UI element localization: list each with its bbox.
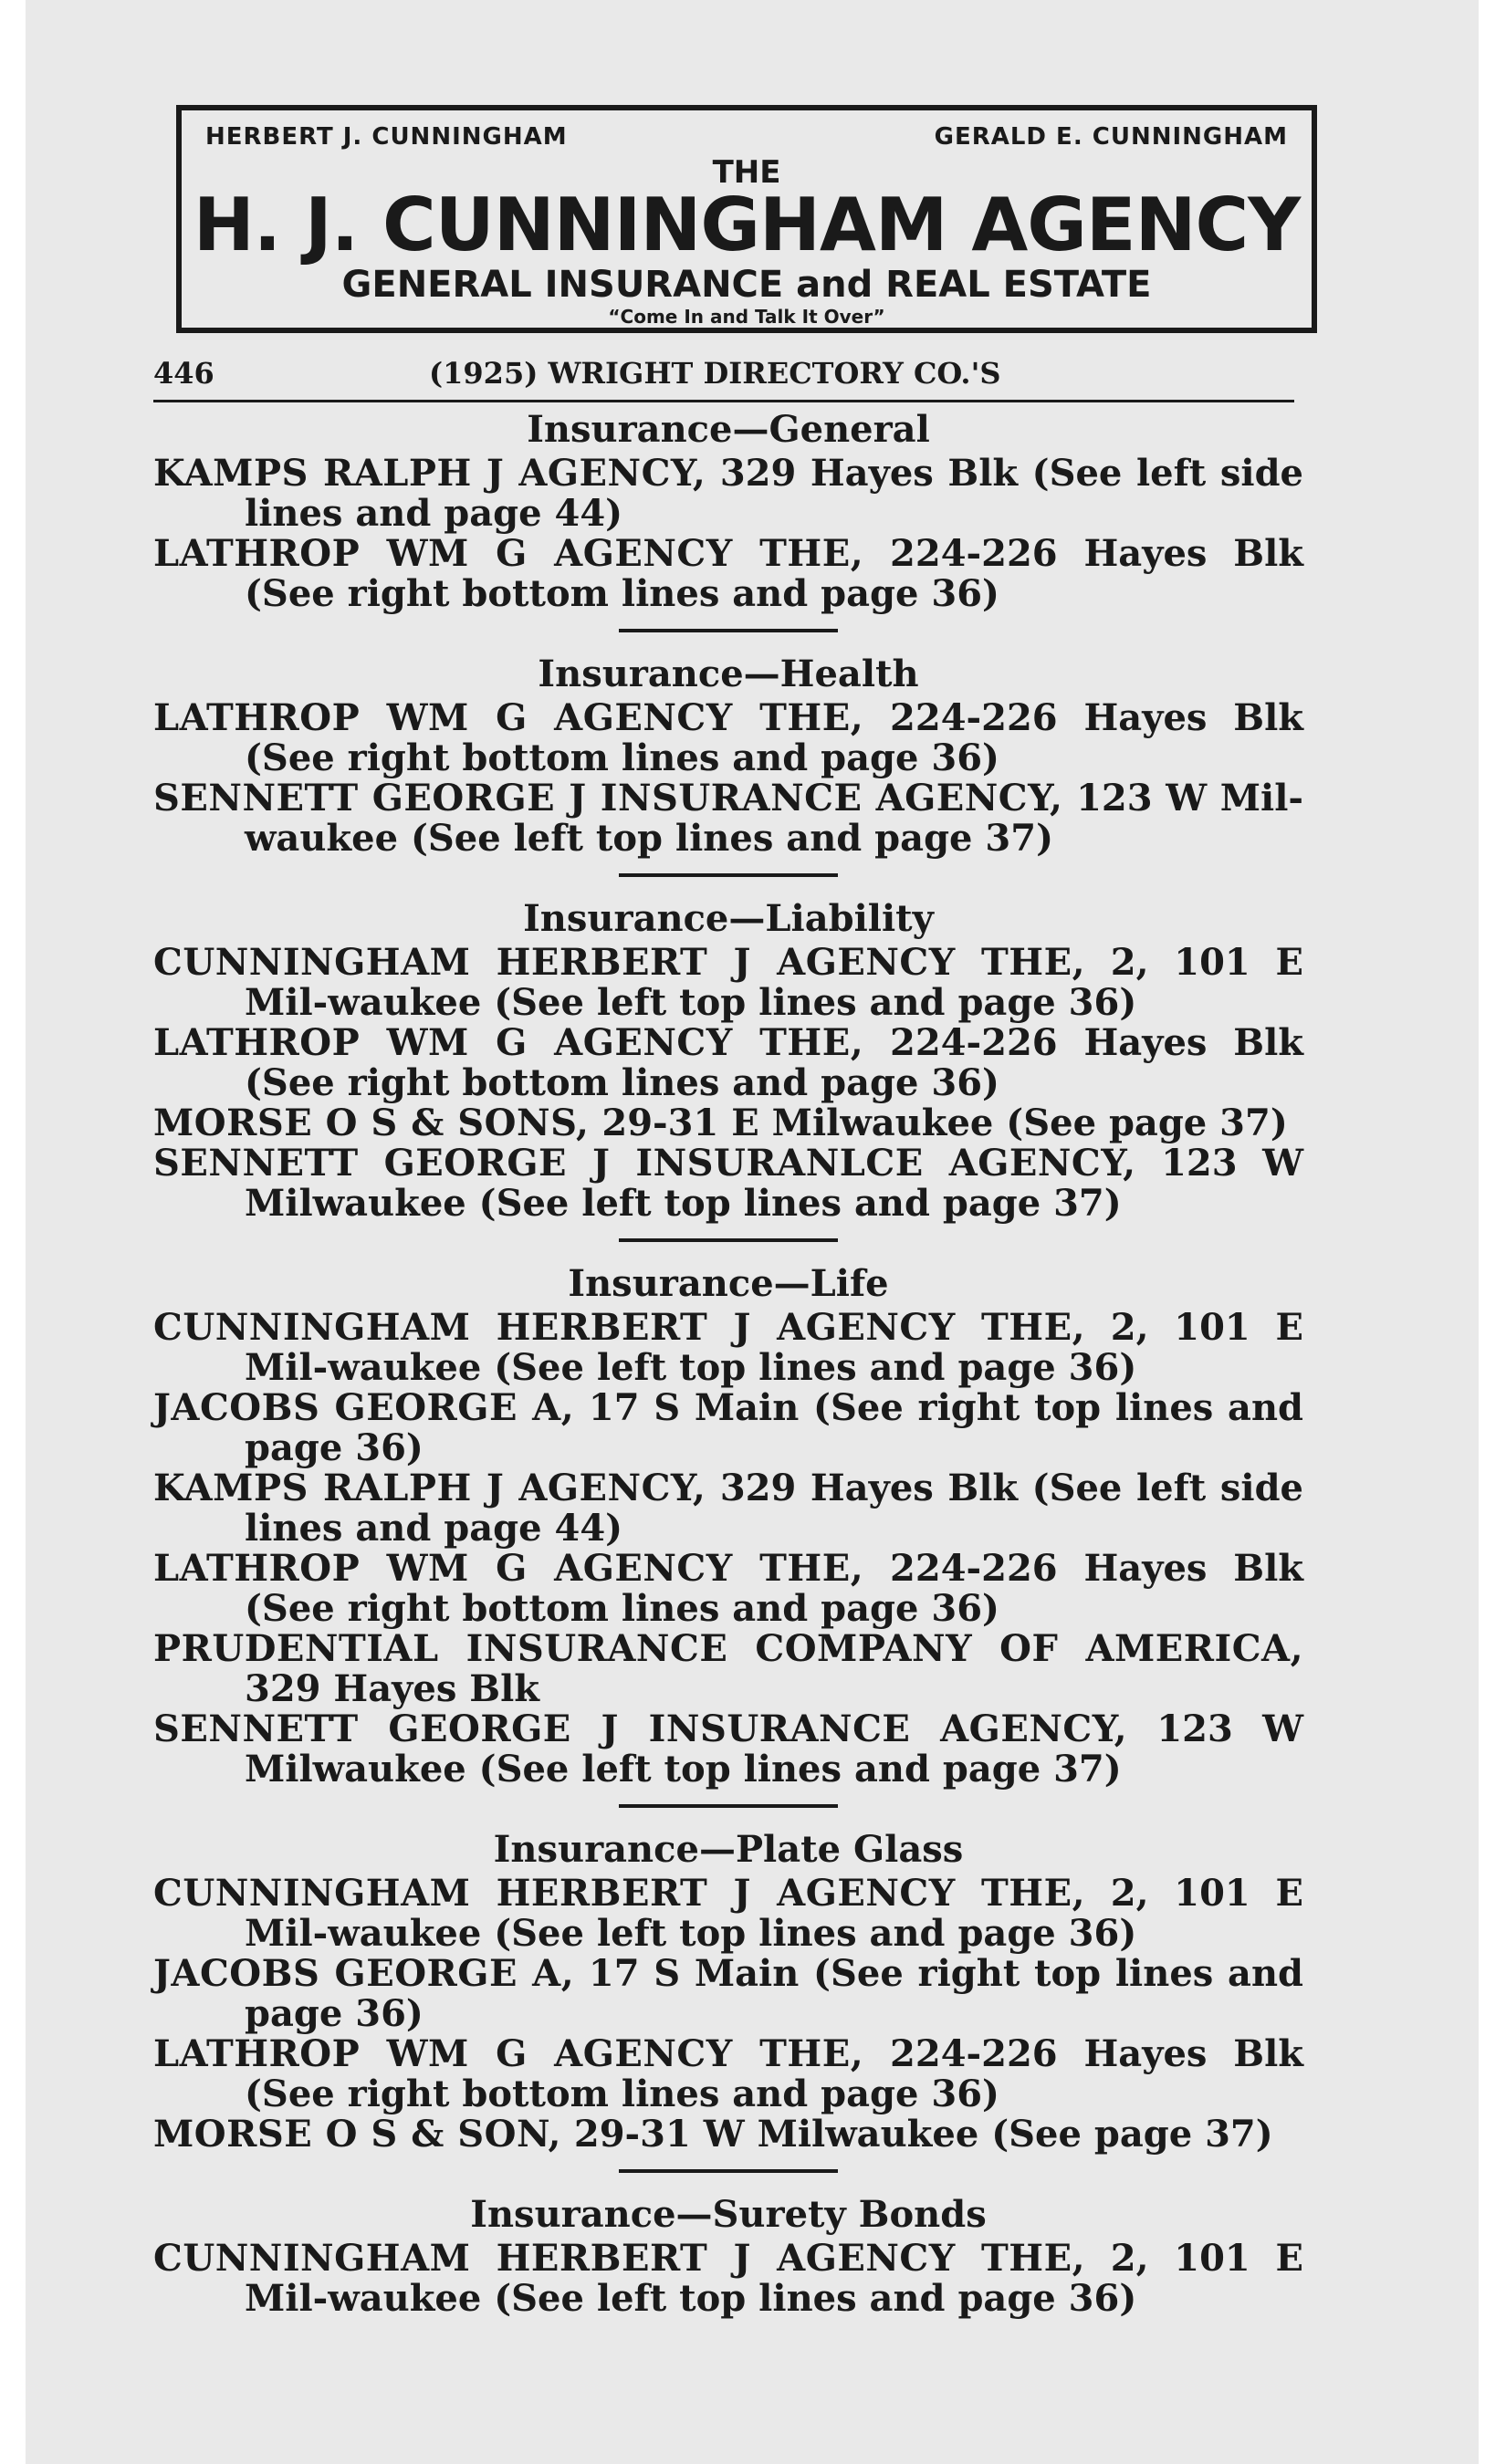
section-heading: Insurance—General [527, 408, 930, 451]
ad-motto: “Come In and Talk It Over” [608, 306, 885, 328]
directory-entry [153, 943, 1303, 1023]
entry-address: 29-31 W Milwaukee (See page 37) [560, 2113, 1273, 2156]
directory-entry [153, 698, 1303, 778]
section-heading: Insurance—Plate Glass [493, 1828, 964, 1871]
directory-entry [153, 778, 1303, 859]
entry-address: 2, 101 E Mil-waukee (See left top lines and page 36) [245, 2237, 1303, 2320]
section-heading: Insurance—Health [538, 653, 919, 695]
running-head [153, 354, 1294, 402]
section-divider [619, 1804, 838, 1808]
entry-name: LATHROP WM G AGENCY THE, [153, 2032, 864, 2075]
entry-name: CUNNINGHAM HERBERT J AGENCY THE, [153, 1872, 1086, 1915]
entry-address: 224-226 Hayes Blk (See right bottom lines and page 36) [245, 532, 1304, 615]
page-number: 446 [153, 356, 214, 391]
running-title: (1925) WRIGHT DIRECTORY CO.'S [429, 356, 1001, 391]
entry-name: MORSE O S & SONS, [153, 1101, 590, 1144]
entry-name: KAMPS RALPH J AGENCY, [153, 452, 706, 495]
directory-entry [153, 1468, 1303, 1549]
entry-address: 2, 101 E Mil-waukee (See left top lines and page 36) [245, 941, 1303, 1024]
entry-address: 123 W Mil-waukee (See left top lines and page 37) [245, 777, 1303, 860]
directory-entry [153, 534, 1303, 614]
entry-name: JACOBS GEORGE A, [153, 1952, 575, 1995]
section-divider [619, 1238, 838, 1242]
directory-entry [153, 1103, 1303, 1143]
entry-name: LATHROP WM G AGENCY THE, [153, 1021, 864, 1064]
directory-entry [153, 1549, 1303, 1629]
directory-entry [153, 454, 1303, 534]
entry-address: 29-31 E Milwaukee (See page 37) [589, 1101, 1288, 1144]
entry-address: 224-226 Hayes Blk (See right bottom lines and page 36) [245, 1021, 1304, 1104]
entry-name: MORSE O S & SON, [153, 2113, 561, 2156]
entry-address: 2, 101 E Mil-waukee (See left top lines and page 36) [245, 1306, 1303, 1389]
entry-address: 123 W Milwaukee (See left top lines and page 37) [245, 1707, 1303, 1791]
directory-entry [153, 2239, 1303, 2319]
section-divider [619, 873, 838, 877]
directory-section [153, 651, 1303, 859]
entry-address: 329 Hayes Blk (See left side lines and page 44) [245, 452, 1303, 535]
entry-name: CUNNINGHAM HERBERT J AGENCY THE, [153, 941, 1086, 984]
directory-entry [153, 1954, 1303, 2034]
directory-section [153, 895, 1303, 1224]
entry-address: 2, 101 E Mil-waukee (See left top lines and page 36) [245, 1872, 1303, 1955]
section-heading: Insurance—Liability [523, 897, 934, 940]
entry-name: KAMPS RALPH J AGENCY, [153, 1467, 706, 1509]
ad-agency-name: H. J. CUNNINGHAM AGENCY [193, 183, 1301, 267]
entry-address: 224-226 Hayes Blk (See right bottom lines and page 36) [245, 1547, 1304, 1630]
ad-right-name: GERALD E. CUNNINGHAM [934, 123, 1288, 151]
entry-name: CUNNINGHAM HERBERT J AGENCY THE, [153, 1306, 1086, 1349]
directory-listings [153, 406, 1303, 2319]
entry-name: SENNETT GEORGE J INSURANCE AGENCY, [153, 777, 1063, 820]
directory-section [153, 1260, 1303, 1790]
directory-entry [153, 1709, 1303, 1790]
entry-address: 224-226 Hayes Blk (See right bottom lines and page 36) [245, 2032, 1304, 2115]
entry-name: SENNETT GEORGE J INSURANLCE AGENCY, [153, 1142, 1136, 1185]
section-heading: Insurance—Surety Bonds [470, 2193, 987, 2236]
directory-section [153, 1826, 1303, 2155]
entry-name: LATHROP WM G AGENCY THE, [153, 532, 864, 575]
ad-subtitle: GENERAL INSURANCE and REAL ESTATE [341, 264, 1152, 306]
section-heading: Insurance—Life [568, 1262, 889, 1305]
entry-address: 224-226 Hayes Blk (See right bottom lines and page 36) [245, 696, 1304, 779]
entry-name: CUNNINGHAM HERBERT J AGENCY THE, [153, 2237, 1086, 2280]
entry-address: 123 W Milwaukee (See left top lines and page 37) [245, 1142, 1303, 1225]
section-divider [619, 2169, 838, 2173]
entry-name: PRUDENTIAL INSURANCE COMPANY OF AMERICA, [153, 1627, 1303, 1670]
directory-entry [153, 2034, 1303, 2114]
entry-name: SENNETT GEORGE J INSURANCE AGENCY, [153, 1707, 1128, 1750]
directory-entry [153, 1308, 1303, 1388]
entry-name: JACOBS GEORGE A, [153, 1386, 575, 1429]
section-divider [619, 629, 838, 632]
ad-left-name: HERBERT J. CUNNINGHAM [205, 123, 568, 151]
entry-address: 329 Hayes Blk [245, 1667, 539, 1710]
directory-entry [153, 1874, 1303, 1954]
entry-address: 17 S Main (See right top lines and page 36) [245, 1386, 1304, 1469]
entry-name: LATHROP WM G AGENCY THE, [153, 696, 864, 739]
directory-entry [153, 1023, 1303, 1103]
entry-name: LATHROP WM G AGENCY THE, [153, 1547, 864, 1590]
advertisement-box [176, 105, 1317, 333]
directory-entry [153, 1629, 1303, 1709]
directory-section [153, 406, 1303, 614]
directory-entry [153, 2114, 1303, 2155]
directory-section [153, 2191, 1303, 2319]
ad-the: THE [712, 154, 781, 191]
directory-entry [153, 1388, 1303, 1468]
entry-address: 17 S Main (See right top lines and page 36) [245, 1952, 1304, 2035]
directory-entry [153, 1143, 1303, 1224]
entry-address: 329 Hayes Blk (See left side lines and page 44) [245, 1467, 1303, 1550]
